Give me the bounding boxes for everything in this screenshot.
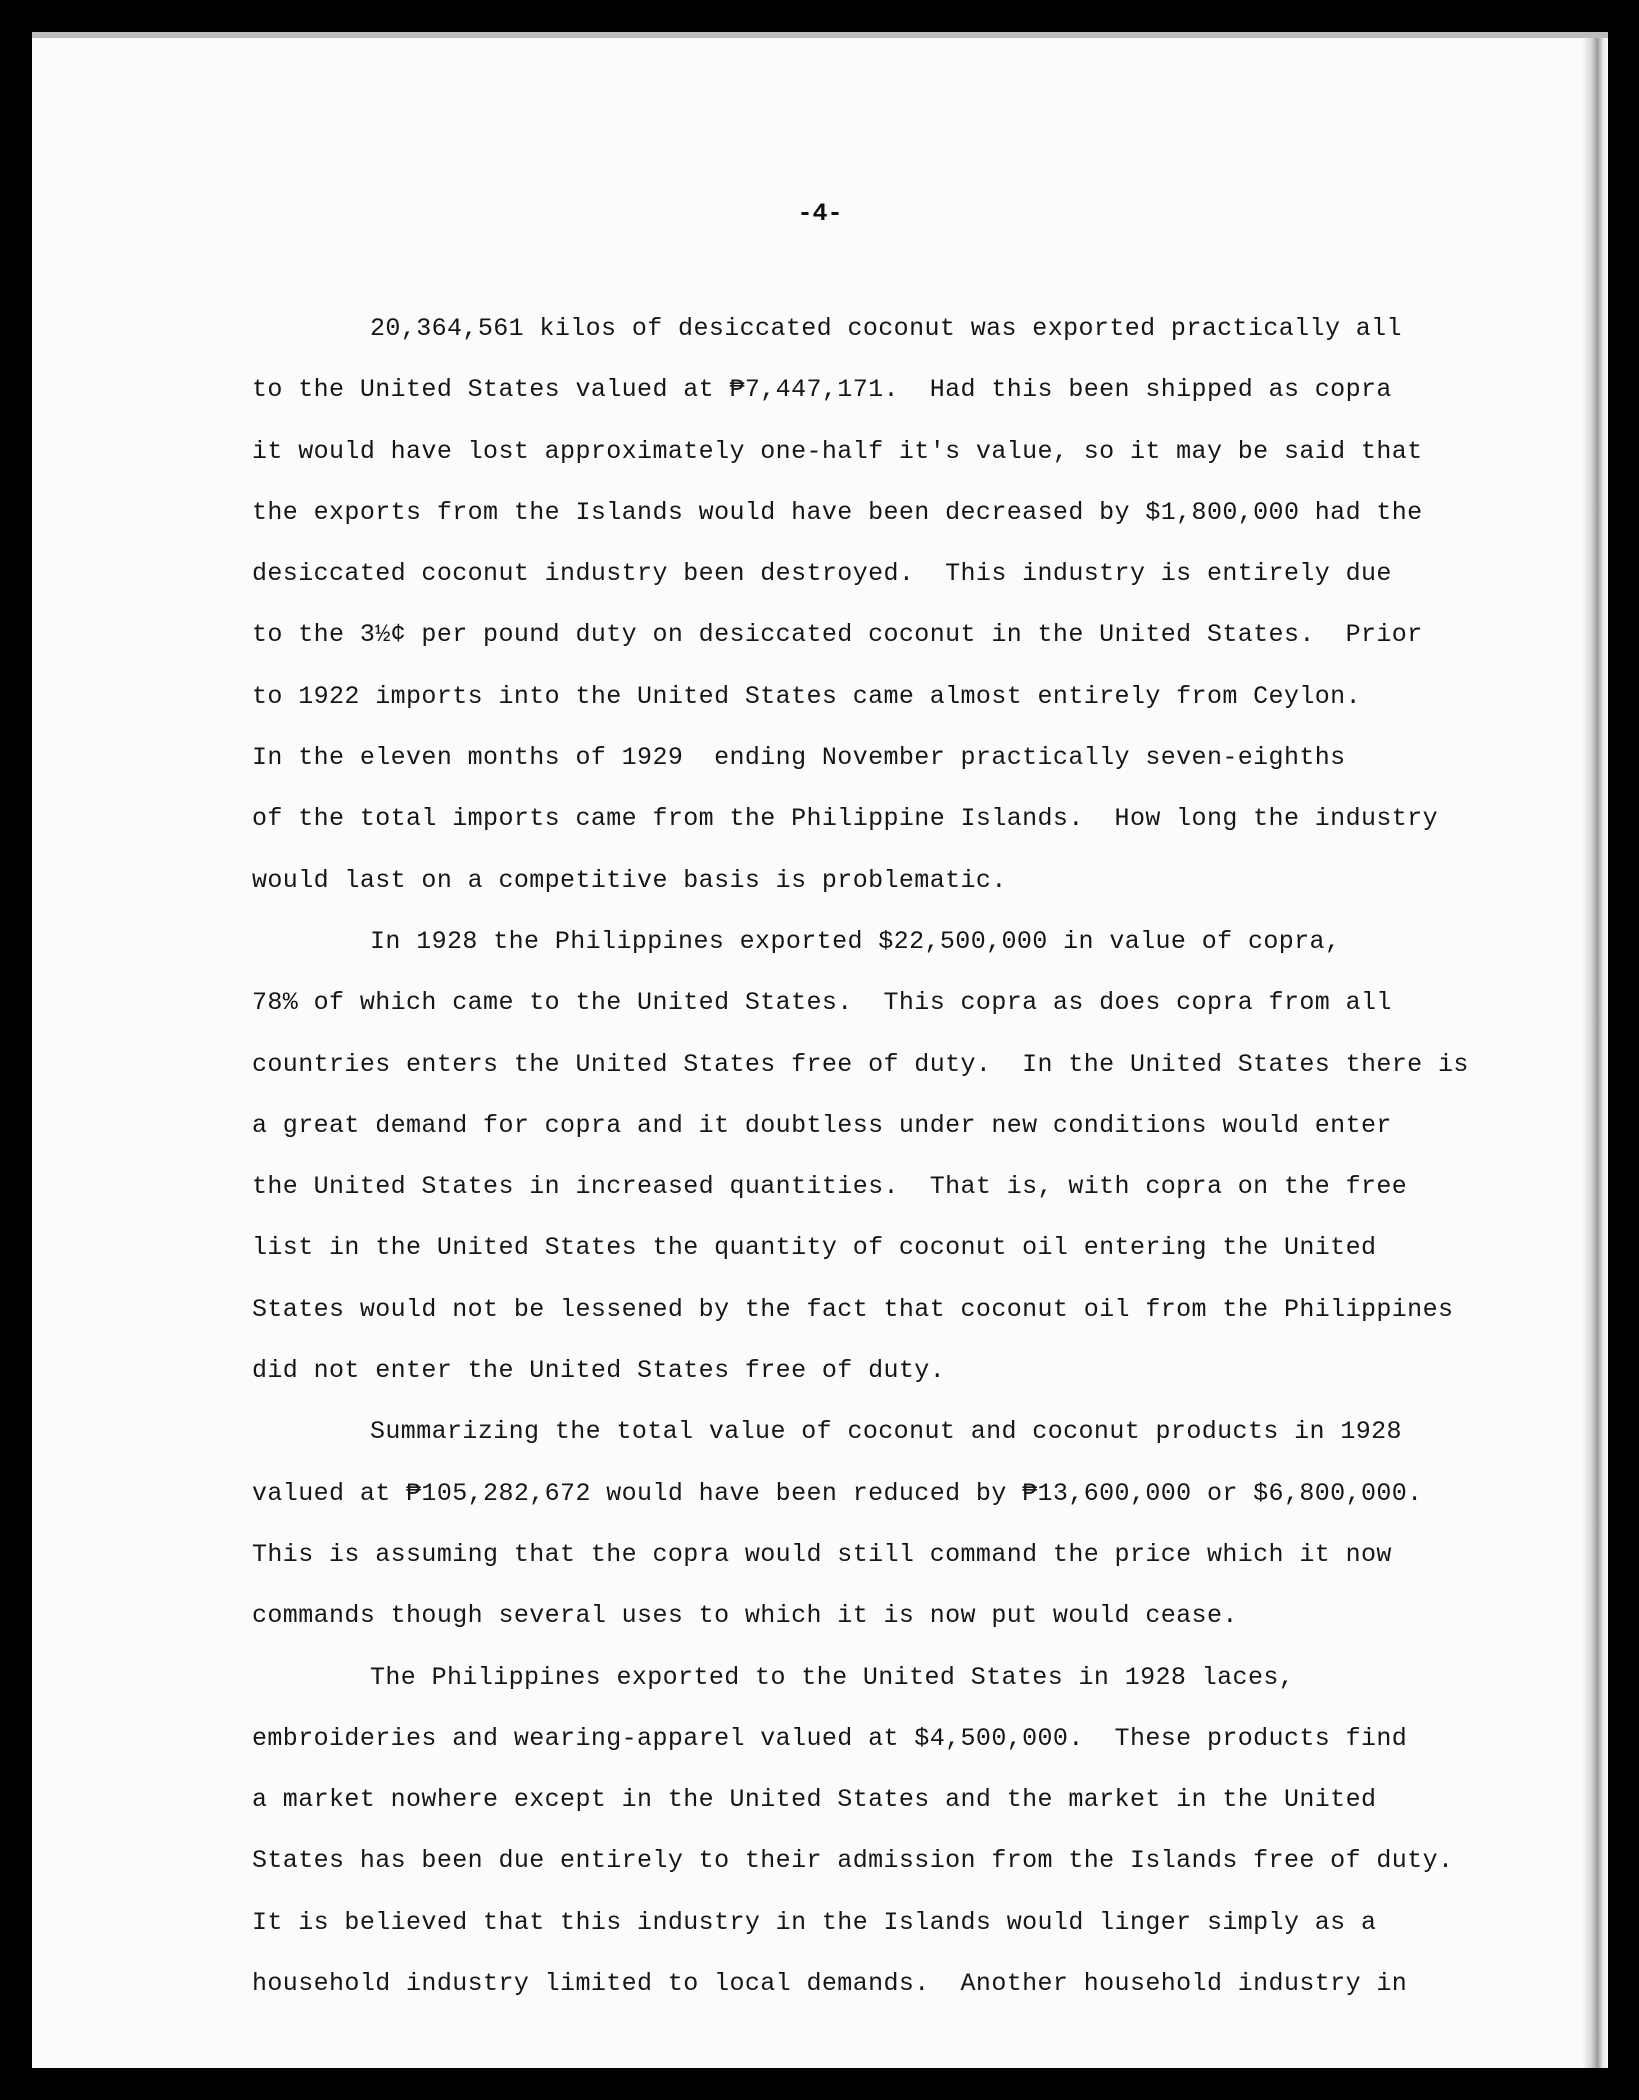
text-line: This is assuming that the copra would still command the price which it now	[252, 1539, 1392, 1569]
paragraph-desiccated-coconut	[252, 298, 1512, 911]
text-line: of the total imports came from the Philippine Islands. How long the industry	[252, 804, 1438, 834]
text-line: list in the United States the quantity of coconut oil entering the United	[252, 1233, 1377, 1263]
text-line: did not enter the United States free of duty.	[252, 1356, 946, 1386]
document-page	[32, 32, 1608, 2068]
text-line: 78% of which came to the United States. This copra as does copra from all	[252, 988, 1392, 1018]
paragraph-laces	[252, 1647, 1512, 2015]
page-number: -4-	[797, 199, 843, 228]
text-line: to the 3½¢ per pound duty on desiccated coconut in the United States. Prior	[252, 620, 1423, 650]
text-line: 20,364,561 kilos of desiccated coconut was exported practically all	[370, 314, 1402, 343]
document-body	[252, 298, 1512, 2014]
text-line: the exports from the Islands would have been decreased by $1,800,000 had the	[252, 497, 1423, 527]
text-line: commands though several uses to which it is now put would cease.	[252, 1601, 1238, 1631]
text-line: desiccated coconut industry been destroyed. This industry is entirely due	[252, 559, 1392, 589]
text-line: a great demand for copra and it doubtless under new conditions would enter	[252, 1110, 1392, 1140]
text-line: In 1928 the Philippines exported $22,500,000 in value of copra,	[370, 926, 1341, 956]
text-line: would last on a competitive basis is problematic.	[252, 865, 1007, 895]
text-line: a market nowhere except in the United States and the market in the United	[252, 1785, 1377, 1815]
text-line: States has been due entirely to their admission from the Islands free of duty.	[252, 1846, 1454, 1876]
text-line: It is believed that this industry in the Islands would linger simply as a	[252, 1907, 1377, 1937]
paragraph-copra	[252, 911, 1512, 1401]
text-line: it would have lost approximately one-half it's value, so it may be said that	[252, 436, 1423, 466]
text-line: countries enters the United States free of duty. In the United States there is	[252, 1049, 1469, 1079]
text-line: valued at ₱105,282,672 would have been reduced by ₱13,600,000 or $6,800,000.	[252, 1478, 1423, 1508]
paragraph-summary	[252, 1401, 1512, 1646]
text-line: household industry limited to local demands. Another household industry in	[252, 1969, 1408, 1999]
text-line: Summarizing the total value of coconut and coconut products in 1928	[370, 1417, 1402, 1447]
text-line: the United States in increased quantities. That is, with copra on the free	[252, 1172, 1408, 1202]
page-edge-shadow	[1582, 38, 1608, 2068]
text-line: embroideries and wearing-apparel valued at $4,500,000. These products find	[252, 1723, 1408, 1753]
text-line: to 1922 imports into the United States came almost entirely from Ceylon.	[252, 681, 1361, 711]
text-line: to the United States valued at ₱7,447,171. Had this been shipped as copra	[252, 375, 1392, 405]
text-line: In the eleven months of 1929 ending November practically seven-eighths	[252, 743, 1346, 773]
text-line: The Philippines exported to the United States in 1928 laces,	[370, 1662, 1295, 1692]
text-line: States would not be lessened by the fact that coconut oil from the Philippines	[252, 1294, 1454, 1324]
